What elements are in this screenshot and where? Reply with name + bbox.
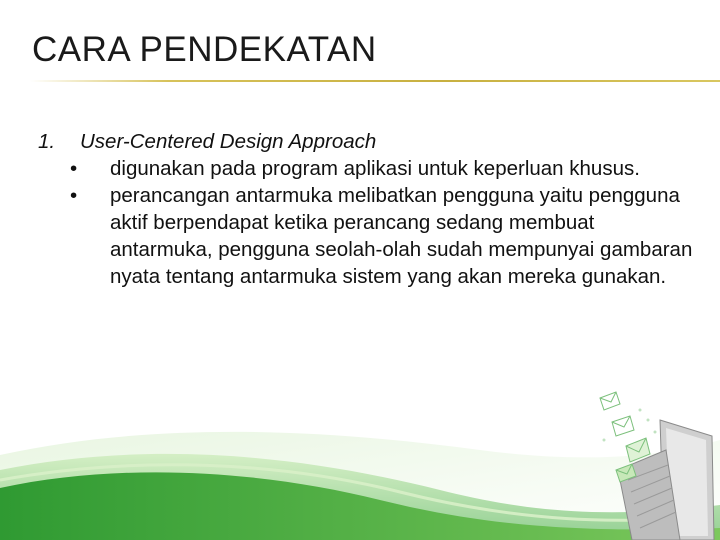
bullet-item [66,182,708,290]
slide-content [38,128,708,290]
section-heading-text: User-Centered Design Approach [80,130,377,153]
bullet-text: digunakan pada program aplikasi untuk keperluan khusus. [110,157,640,180]
bullet-item [66,155,708,182]
bullet-marker: • [70,157,78,180]
section-number: 1. [38,130,56,153]
bullet-marker: • [70,184,78,207]
bullet-text: perancangan antarmuka melibatkan pengguna yaitu pengguna aktif berpendapat ketika perancang sedang membuat antarmuka, pengguna seolah-olah sudah mempunyai gambaran nyata tentang antarmuka sistem yang akan mereka gunakan. [110,184,693,288]
title-divider [30,80,720,82]
section-heading [38,128,708,155]
slide-title: CARA PENDEKATAN [32,30,377,69]
